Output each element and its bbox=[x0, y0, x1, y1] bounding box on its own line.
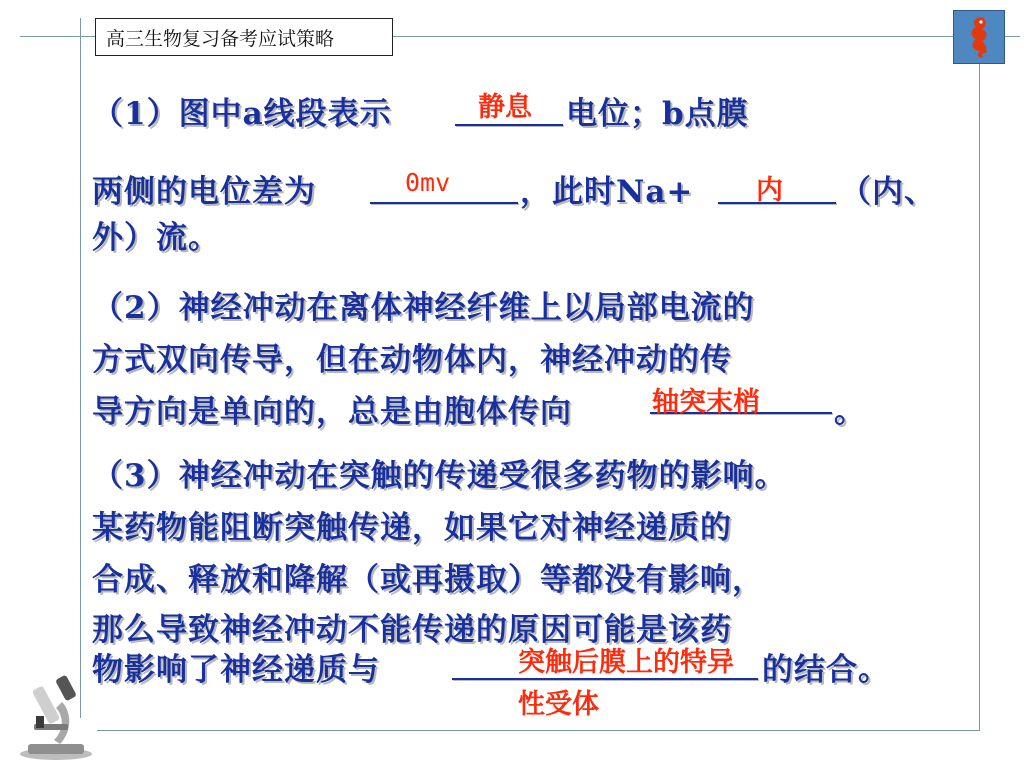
answer-0mv: 0mv bbox=[405, 168, 451, 197]
p3-line5-end: 的结合。 bbox=[762, 652, 890, 688]
p1-line1-end: 电位；b点膜 bbox=[566, 96, 749, 132]
frame-right-line bbox=[979, 36, 980, 731]
answer-inward: 内 bbox=[756, 175, 783, 206]
answer-resting: 静息 bbox=[478, 92, 532, 123]
frame-bottom-line bbox=[97, 730, 980, 731]
p1-line2-mid: ，此时Na+ bbox=[520, 174, 694, 210]
p2-line3-start: 导方向是单向的，总是由胞体传向 bbox=[92, 394, 572, 430]
p1-line2-end: （内、 bbox=[840, 174, 936, 210]
p3-line2: 某药物能阻断突触传递，如果它对神经递质的 bbox=[92, 510, 732, 546]
p1-line1-start: （1）图中a线段表示 bbox=[92, 96, 392, 132]
p1-line2-start: 两侧的电位差为 bbox=[92, 174, 316, 210]
p3-line3: 合成、释放和降解（或再摄取）等都没有影响， bbox=[92, 562, 764, 598]
answer-axon-terminal: 轴突末梢 bbox=[652, 387, 760, 418]
frame-left-line bbox=[80, 18, 81, 718]
header-title-box bbox=[95, 18, 393, 56]
p2-line3-end: 。 bbox=[834, 394, 866, 430]
answer-receptor-line2: 性受体 bbox=[518, 689, 599, 720]
seahorse-logo-icon bbox=[953, 10, 1005, 64]
microscope-icon bbox=[14, 672, 102, 762]
blank-resting-potential bbox=[455, 124, 563, 126]
p1-line3: 外）流。 bbox=[92, 220, 220, 256]
answer-receptor-line1: 突触后膜上的特异 bbox=[518, 647, 734, 678]
p2-line1: （2）神经冲动在离体神经纤维上以局部电流的 bbox=[92, 290, 755, 326]
p3-line1: （3）神经冲动在突触的传递受很多药物的影响。 bbox=[92, 458, 787, 494]
header-title: 高三生物复习备考应试策略 bbox=[106, 27, 335, 50]
p3-line5-start: 物影响了神经递质与 bbox=[92, 652, 380, 688]
p2-line2: 方式双向传导，但在动物体内，神经冲动的传 bbox=[92, 342, 732, 378]
blank-potential-difference bbox=[370, 202, 518, 204]
p3-line4: 那么导致神经冲动不能传递的原因可能是该药 bbox=[92, 612, 732, 648]
